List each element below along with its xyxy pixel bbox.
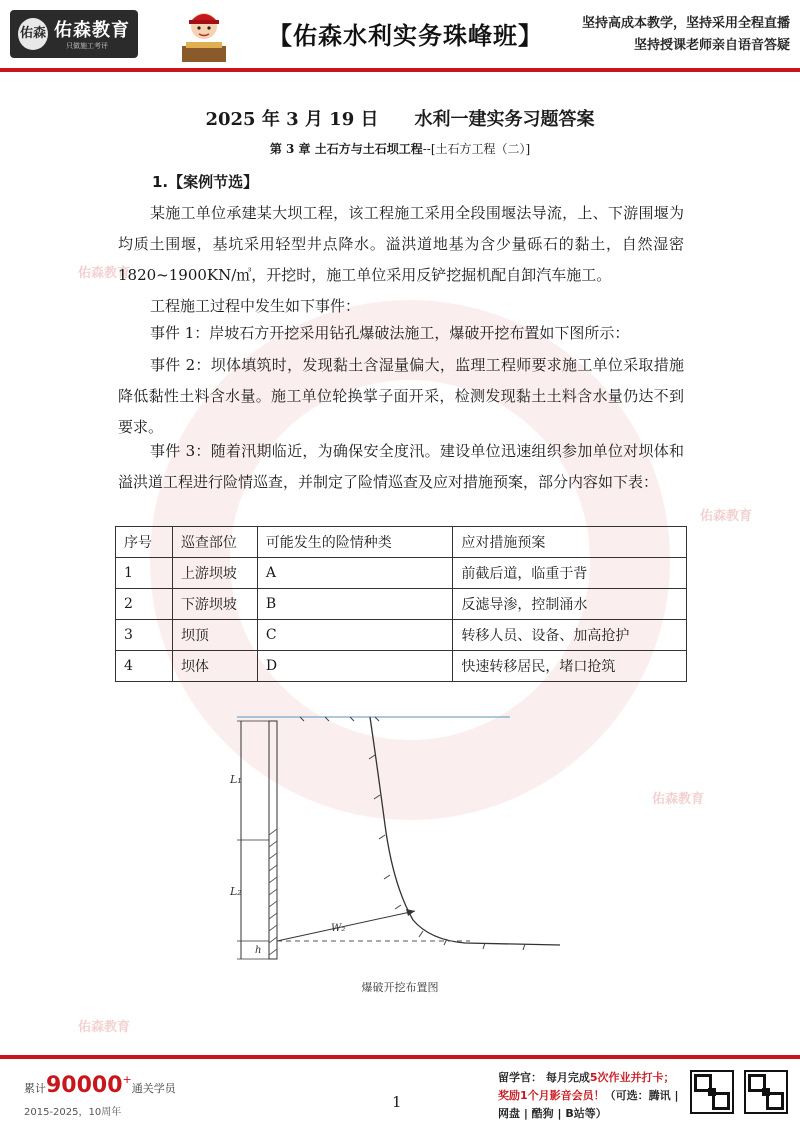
- promo-line2b: （可选：腾讯 |: [604, 1089, 679, 1102]
- chapter-subtitle: --[土石方工程（二）]: [422, 142, 531, 156]
- paragraph: 事件 1：岸坡石方开挖采用钻孔爆破法施工，爆破开挖布置如下图所示：: [150, 324, 630, 342]
- table-cell: 反滤导渗，控制涌水: [453, 589, 687, 620]
- chapter-title: 第 3 章 土石方与土石坝工程: [269, 142, 423, 156]
- label-h: h: [255, 945, 262, 956]
- risk-inspection-table: [115, 526, 687, 682]
- logo-name: 佑森教育: [54, 20, 130, 41]
- watermark: 佑森教育: [700, 509, 753, 524]
- page-number: 1: [392, 1093, 402, 1111]
- table-cell: 坝顶: [172, 620, 257, 651]
- table-row: [116, 620, 687, 651]
- paragraph: 事件 3：随着汛期临近，为确保安全度汛。建设单位迅速组织参加单位对坝体和溢洪道工程进行险情巡查，并制定了险情巡查及应对措施预案，部分内容如下表：: [118, 442, 684, 491]
- table-cell: 转移人员、设备、加高抢护: [453, 620, 687, 651]
- table-header-row: [116, 527, 687, 558]
- borehole: [269, 721, 277, 959]
- paragraph: 工程施工过程中发生如下事件：: [150, 297, 361, 315]
- promo-text: [498, 1069, 683, 1123]
- qr-code-icon[interactable]: [744, 1070, 788, 1114]
- table-cell: B: [257, 589, 453, 620]
- label-l1: L₁: [230, 773, 242, 786]
- column-header: 序号: [116, 527, 173, 558]
- banner-title: 【佑森水利实务珠峰班】: [268, 22, 543, 50]
- count-number: 90000: [46, 1073, 123, 1098]
- promo-line3: 网盘 | 酷狗 | B站等）: [498, 1107, 607, 1120]
- count-suffix: 通关学员: [131, 1082, 176, 1095]
- borehole-charge-hatch: [269, 829, 277, 955]
- watermark: 佑森教育: [78, 266, 131, 281]
- qr-code-icon[interactable]: [690, 1070, 734, 1114]
- count-plus: +: [122, 1073, 132, 1086]
- table-cell: 1: [116, 558, 173, 589]
- count-prefix: 累计: [24, 1082, 46, 1095]
- document-date: 2025 年 3 月 19 日: [205, 109, 379, 130]
- slope-hatch: [369, 755, 525, 950]
- resistance-line: [277, 911, 415, 941]
- logo-slogan: 只做施工考评: [66, 42, 108, 50]
- label-w: W₂: [331, 923, 346, 934]
- student-count: [24, 1073, 176, 1098]
- table-cell: A: [257, 558, 453, 589]
- table-cell: 前截后道，临重于背: [453, 558, 687, 589]
- table-cell: 2: [116, 589, 173, 620]
- banner-tagline-2: 坚持授课老师亲自语音答疑: [633, 38, 790, 53]
- table-row: [116, 651, 687, 682]
- table-cell: C: [257, 620, 453, 651]
- watermark: 佑森教育: [652, 792, 705, 807]
- banner-tagline-1: 坚持高成本教学，坚持采用全程直播: [581, 16, 790, 31]
- table-cell: 上游坝坡: [172, 558, 257, 589]
- brand-logo: [10, 10, 138, 58]
- label-l2: L₂: [230, 885, 242, 898]
- table-cell: 3: [116, 620, 173, 651]
- document-title-text: 水利一建实务习题答案: [414, 109, 595, 130]
- promo-line1a: 留学官： 每月完成: [498, 1071, 590, 1084]
- table-row: [116, 589, 687, 620]
- table-cell: 4: [116, 651, 173, 682]
- table-row: [116, 558, 687, 589]
- section-heading: 1.【案例节选】: [152, 173, 259, 191]
- chapter-heading: [0, 140, 800, 157]
- mascot-icon: [178, 6, 230, 64]
- paragraph: 某施工单位承建某大坝工程，该工程施工采用全段围堰法导流，上、下游围堰为均质土围堰，基坑采用轻型井点降水。溢洪道地基为含少量砾石的黏土，自然湿密 1820~1900KN/㎥，开挖时，施工单位采用反铲挖掘机配自卸汽车施工。: [118, 204, 684, 284]
- slope-profile: [370, 717, 560, 945]
- years-label: 2015-2025，10周年: [24, 1107, 122, 1118]
- document-title: [0, 105, 800, 131]
- header-divider: [0, 68, 800, 72]
- paragraph: 事件 2：坝体填筑时，发现黏土含湿量偏大，监理工程师要求施工单位采取措施降低黏性土料含水量。施工单位轮换掌子面开采，检测发现黏土土料含水量仍达不到要求。: [118, 356, 684, 436]
- promo-line1b: 5次作业并打卡；: [589, 1071, 675, 1084]
- promo-line2a: 奖励1个月影音会员！: [498, 1089, 605, 1102]
- table-cell: 下游坝坡: [172, 589, 257, 620]
- logo-mark: 佑森: [18, 18, 48, 50]
- page-header: [0, 0, 800, 72]
- figure-caption: 爆破开挖布置图: [361, 981, 439, 994]
- table-cell: 坝体: [172, 651, 257, 682]
- column-header: 可能发生的险情种类: [257, 527, 453, 558]
- footer-divider: [0, 1055, 800, 1059]
- column-header: 应对措施预案: [453, 527, 687, 558]
- table-cell: 快速转移居民，堵口抢筑: [453, 651, 687, 682]
- column-header: 巡查部位: [172, 527, 257, 558]
- watermark: 佑森教育: [78, 1020, 131, 1035]
- table-cell: D: [257, 651, 453, 682]
- blasting-layout-diagram: [225, 705, 585, 980]
